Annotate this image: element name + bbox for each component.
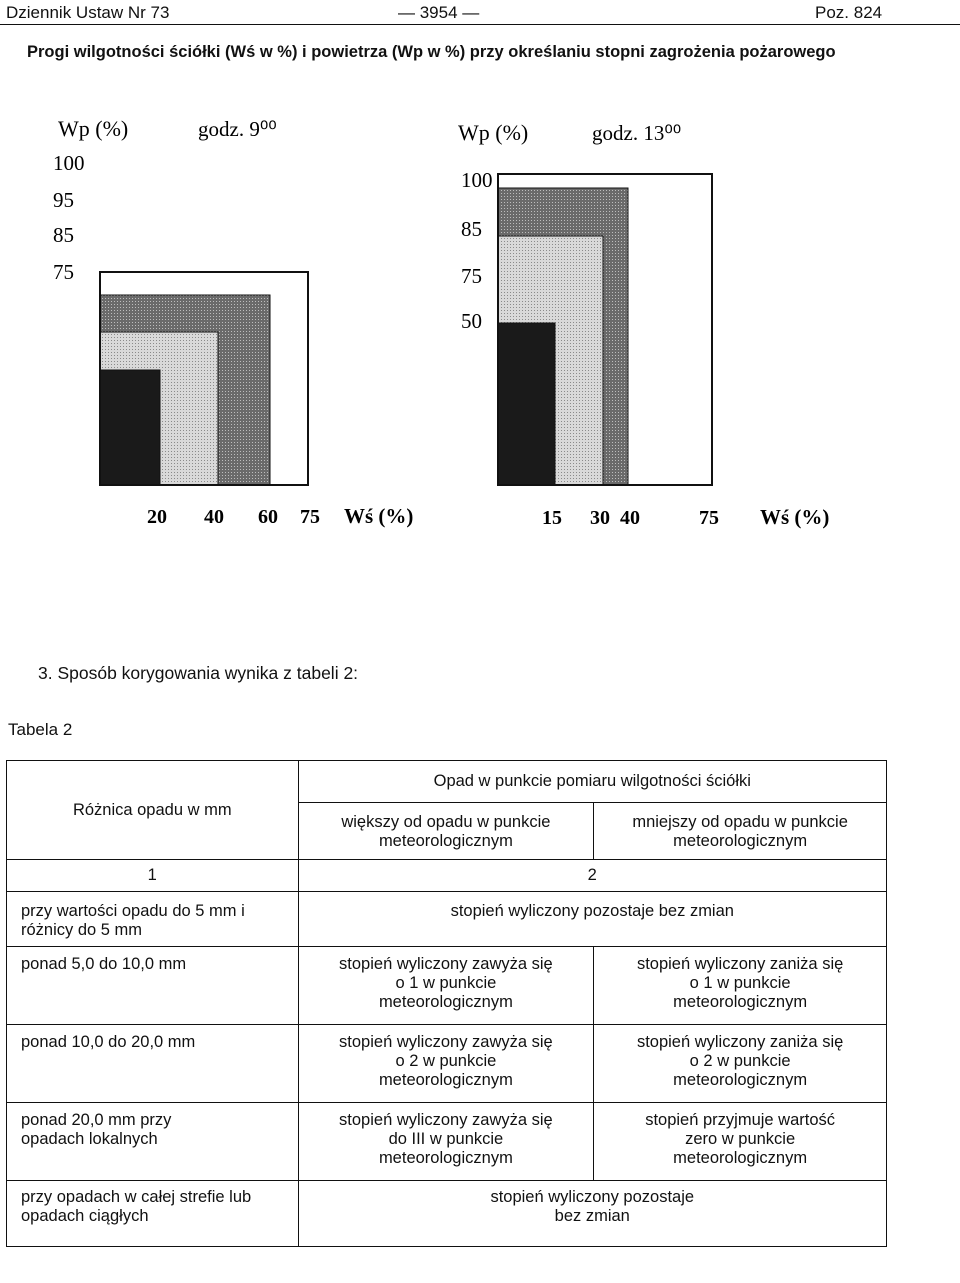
y-tick-label: 75: [461, 264, 482, 288]
chart-title: godz. 9⁰⁰: [198, 117, 277, 141]
y-tick-label: 85: [461, 217, 482, 241]
sub-header-a-cell: [298, 803, 594, 860]
col1-header-cell: [7, 761, 299, 860]
table-row-label: przy wartości opadu do 5 mm i różnicy do 5 mm: [7, 892, 299, 947]
chart-title: godz. 13⁰⁰: [592, 121, 682, 145]
table-row-cell-b: stopień przyjmuje wartość zero w punkcie meteorologicznym: [594, 1103, 887, 1181]
y-tick-label: 75: [53, 260, 74, 284]
y-tick-label: 50: [461, 309, 482, 333]
table-row-cell-b: stopień wyliczony zaniża się o 1 w punkcie meteorologicznym: [594, 947, 887, 1025]
col-number-1: 1: [7, 860, 299, 892]
chart-9: [53, 116, 413, 528]
col-number-2: 2: [298, 860, 886, 892]
group-header-cell: [298, 761, 886, 803]
figure-caption: Progi wilgotności ściółki (Wś w %) i powietrza (Wp w %) przy określaniu stopni zagrożenia pożarowego: [27, 43, 836, 61]
x-tick-label: 75: [699, 507, 719, 529]
header-rule: [0, 24, 960, 25]
sub-header-a: większy od opadu w punkcie meteorologicznym: [341, 813, 551, 850]
x-tick-label: 40: [204, 506, 224, 528]
y-tick-label: 85: [53, 223, 74, 247]
y-tick-label: 100: [461, 168, 493, 192]
sub-header-b: mniejszy od opadu w punkcie meteorologicznym: [632, 813, 848, 850]
x-tick-label: 60: [258, 506, 278, 528]
x-tick-label: 20: [147, 506, 167, 528]
table-row-label: ponad 10,0 do 20,0 mm: [7, 1025, 299, 1103]
y-axis-label: Wp (%): [58, 116, 129, 141]
y-tick-label: 100: [53, 151, 85, 175]
zone-low-threshold: [498, 323, 555, 485]
correction-table: [6, 760, 887, 1247]
y-tick-label: 95: [53, 188, 74, 212]
charts-svg: [0, 100, 960, 540]
zone-low-threshold: [100, 370, 160, 485]
table-row-label: ponad 5,0 do 10,0 mm: [7, 947, 299, 1025]
x-tick-label: 75: [300, 506, 320, 528]
table-row-merged: stopień wyliczony pozostaje bez zmian: [298, 1181, 886, 1247]
section-title: 3. Sposób korygowania wynika z tabeli 2:: [38, 663, 359, 683]
x-tick-label: 30: [590, 507, 610, 529]
sub-header-b-cell: [594, 803, 887, 860]
chart-13: [458, 120, 829, 529]
page-number: — 3954 —: [398, 3, 480, 22]
position-number: Poz. 824: [815, 3, 883, 22]
table-row-cell-a: stopień wyliczony zawyża się o 2 w punkcie meteorologicznym: [298, 1025, 594, 1103]
journal-title: Dziennik Ustaw Nr 73: [6, 3, 170, 22]
table-row-cell-a: stopień wyliczony zawyża się do III w punkcie meteorologicznym: [298, 1103, 594, 1181]
table-row-label: przy opadach w całej strefie lub opadach ciągłych: [7, 1181, 299, 1247]
x-tick-label: 40: [620, 507, 640, 529]
x-axis-label: Wś (%): [344, 504, 414, 528]
x-axis-label: Wś (%): [760, 505, 830, 529]
group-header: Opad w punkcie pomiaru wilgotności ściółki: [433, 772, 751, 790]
table-row-cell-b: stopień wyliczony zaniża się o 2 w punkcie meteorologicznym: [594, 1025, 887, 1103]
table-row-cell-a: stopień wyliczony zawyża się o 1 w punkcie meteorologicznym: [298, 947, 594, 1025]
col1-header: Różnica opadu w mm: [72, 800, 232, 819]
table-row-merged: stopień wyliczony pozostaje bez zmian: [298, 892, 886, 947]
table-label: Tabela 2: [8, 720, 73, 739]
y-axis-label: Wp (%): [458, 120, 529, 145]
table-row-label: ponad 20,0 mm przy opadach lokalnych: [7, 1103, 299, 1181]
x-tick-label: 15: [542, 507, 562, 529]
